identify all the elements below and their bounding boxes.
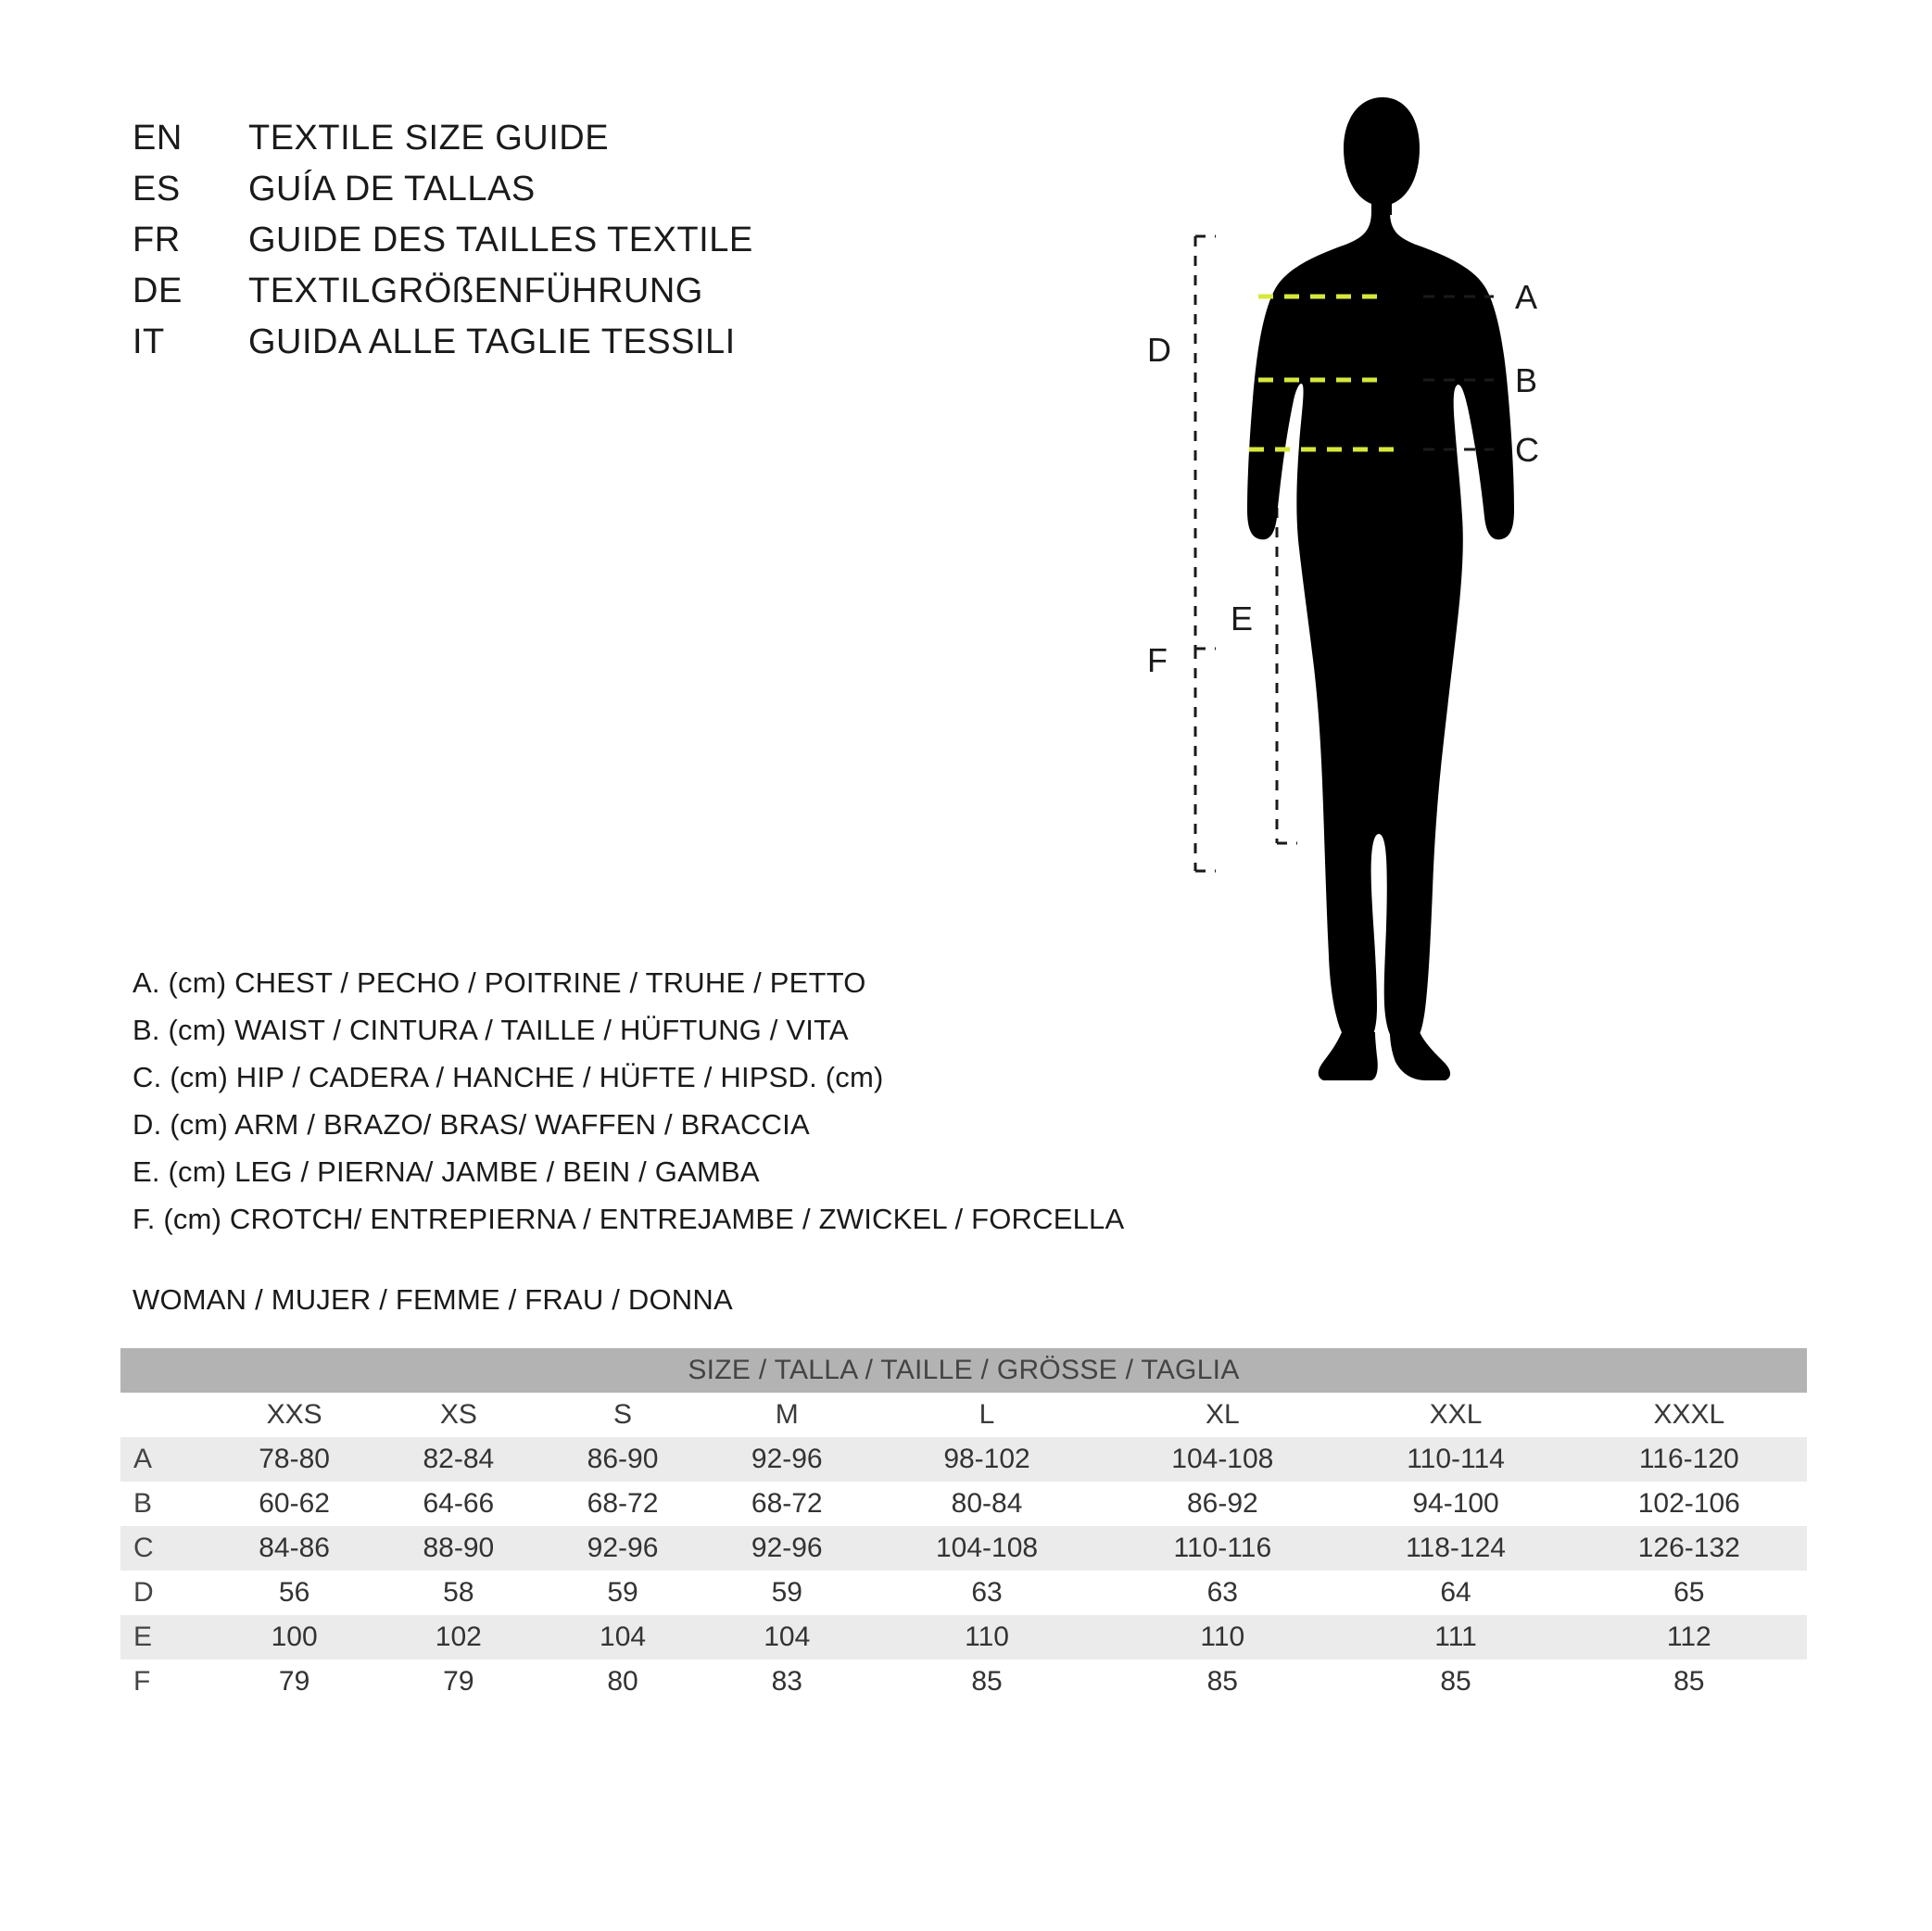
marker-label-e: E (1231, 599, 1254, 637)
marker-label-b: B (1515, 361, 1538, 399)
marker-label-c: C (1515, 431, 1539, 469)
cell-b-xxxl: 102-106 (1572, 1482, 1807, 1526)
table-band-label: SIZE / TALLA / TAILLE / GRÖSSE / TAGLIA (120, 1348, 1807, 1393)
cell-f-s: 80 (540, 1660, 704, 1704)
table-row (120, 1526, 1807, 1571)
column-header-s: S (540, 1393, 704, 1437)
title-text-it: GUIDA ALLE TAGLIE TESSILI (248, 322, 736, 361)
table-row (120, 1615, 1807, 1660)
cell-e-xxs: 100 (212, 1615, 376, 1660)
bracket-f (1195, 649, 1216, 871)
cell-f-xxl: 85 (1340, 1660, 1571, 1704)
title-lang-en: EN (133, 119, 183, 158)
cell-a-xxl: 110-114 (1340, 1437, 1571, 1482)
cell-c-xl: 110-116 (1105, 1526, 1340, 1571)
cell-d-xxxl: 65 (1572, 1571, 1807, 1615)
title-text-de: TEXTILGRÖßENFÜHRUNG (248, 271, 703, 310)
cell-c-xxxl: 126-132 (1572, 1526, 1807, 1571)
legend-row-b: B. (cm) WAIST / CINTURA / TAILLE / HÜFTUNG / VITA (133, 1014, 849, 1046)
cell-e-xxxl: 112 (1572, 1615, 1807, 1660)
title-text-en: TEXTILE SIZE GUIDE (248, 119, 610, 158)
column-header-xxxl: XXXL (1572, 1393, 1807, 1437)
cell-d-l: 63 (869, 1571, 1105, 1615)
row-label-c: C (120, 1526, 212, 1571)
bracket-d (1195, 236, 1216, 649)
table-row (120, 1437, 1807, 1482)
marker-label-d: D (1147, 331, 1171, 369)
column-header-xxl: XXL (1340, 1393, 1571, 1437)
title-lang-es: ES (133, 170, 181, 208)
title-lang-de: DE (133, 271, 183, 310)
cell-b-m: 68-72 (705, 1482, 869, 1526)
cell-c-l: 104-108 (869, 1526, 1105, 1571)
cell-b-s: 68-72 (540, 1482, 704, 1526)
cell-a-m: 92-96 (705, 1437, 869, 1482)
cell-e-m: 104 (705, 1615, 869, 1660)
title-text-fr: GUIDE DES TAILLES TEXTILE (248, 221, 753, 259)
legend-row-a: A. (cm) CHEST / PECHO / POITRINE / TRUHE / PETTO (133, 966, 866, 999)
cell-f-l: 85 (869, 1660, 1105, 1704)
cell-b-xxl: 94-100 (1340, 1482, 1571, 1526)
size-table-container (120, 1348, 1807, 1704)
cell-e-xl: 110 (1105, 1615, 1340, 1660)
row-label-f: F (120, 1660, 212, 1704)
title-lang-fr: FR (133, 221, 181, 259)
row-label-e: E (120, 1615, 212, 1660)
cell-d-m: 59 (705, 1571, 869, 1615)
column-header-xs: XS (376, 1393, 540, 1437)
cell-e-xs: 102 (376, 1615, 540, 1660)
legend-row-e: E. (cm) LEG / PIERNA/ JAMBE / BEIN / GAMBA (133, 1155, 760, 1188)
body-measurement-diagram (1093, 74, 1816, 1167)
cell-a-l: 98-102 (869, 1437, 1105, 1482)
table-corner-cell (120, 1393, 212, 1437)
table-row (120, 1660, 1807, 1704)
title-row (133, 221, 753, 271)
cell-d-s: 59 (540, 1571, 704, 1615)
cell-e-l: 110 (869, 1615, 1105, 1660)
cell-b-xxs: 60-62 (212, 1482, 376, 1526)
cell-c-xs: 88-90 (376, 1526, 540, 1571)
table-band-header (120, 1348, 1807, 1393)
cell-f-xxxl: 85 (1572, 1660, 1807, 1704)
cell-a-xl: 104-108 (1105, 1437, 1340, 1482)
cell-f-xs: 79 (376, 1660, 540, 1704)
cell-a-xxxl: 116-120 (1572, 1437, 1807, 1482)
gender-label: WOMAN / MUJER / FEMME / FRAU / DONNA (133, 1283, 733, 1316)
title-row (133, 170, 753, 221)
cell-f-xl: 85 (1105, 1660, 1340, 1704)
cell-c-s: 92-96 (540, 1526, 704, 1571)
cell-b-xl: 86-92 (1105, 1482, 1340, 1526)
cell-d-xl: 63 (1105, 1571, 1340, 1615)
cell-d-xs: 58 (376, 1571, 540, 1615)
marker-label-a: A (1515, 278, 1538, 316)
title-row (133, 119, 753, 170)
title-lang-it: IT (133, 322, 165, 361)
cell-c-xxs: 84-86 (212, 1526, 376, 1571)
cell-e-xxl: 111 (1340, 1615, 1571, 1660)
cell-f-m: 83 (705, 1660, 869, 1704)
table-column-header-row (120, 1393, 1807, 1437)
column-header-m: M (705, 1393, 869, 1437)
cell-a-xs: 82-84 (376, 1437, 540, 1482)
title-text-es: GUÍA DE TALLAS (248, 170, 536, 208)
cell-a-xxs: 78-80 (212, 1437, 376, 1482)
row-label-b: B (120, 1482, 212, 1526)
cell-f-xxs: 79 (212, 1660, 376, 1704)
cell-c-xxl: 118-124 (1340, 1526, 1571, 1571)
column-header-xxs: XXS (212, 1393, 376, 1437)
column-header-l: L (869, 1393, 1105, 1437)
cell-d-xxs: 56 (212, 1571, 376, 1615)
cell-c-m: 92-96 (705, 1526, 869, 1571)
title-block (133, 119, 753, 373)
cell-d-xxl: 64 (1340, 1571, 1571, 1615)
woman-silhouette (1247, 97, 1514, 1080)
measurement-legend (133, 959, 1124, 1243)
legend-row-f: F. (cm) CROTCH/ ENTREPIERNA / ENTREJAMBE / ZWICKEL / FORCELLA (133, 1203, 1125, 1235)
legend-row-d: D. (cm) ARM / BRAZO/ BRAS/ WAFFEN / BRACCIA (133, 1108, 810, 1141)
cell-b-xs: 64-66 (376, 1482, 540, 1526)
title-row (133, 322, 753, 373)
table-row (120, 1482, 1807, 1526)
title-row (133, 271, 753, 322)
table-row (120, 1571, 1807, 1615)
column-header-xl: XL (1105, 1393, 1340, 1437)
cell-e-s: 104 (540, 1615, 704, 1660)
cell-b-l: 80-84 (869, 1482, 1105, 1526)
marker-label-f: F (1147, 641, 1168, 679)
row-label-a: A (120, 1437, 212, 1482)
row-label-d: D (120, 1571, 212, 1615)
size-table (120, 1348, 1807, 1704)
legend-row-c: C. (cm) HIP / CADERA / HANCHE / HÜFTE / HIPSD. (cm) (133, 1061, 884, 1093)
cell-a-s: 86-90 (540, 1437, 704, 1482)
